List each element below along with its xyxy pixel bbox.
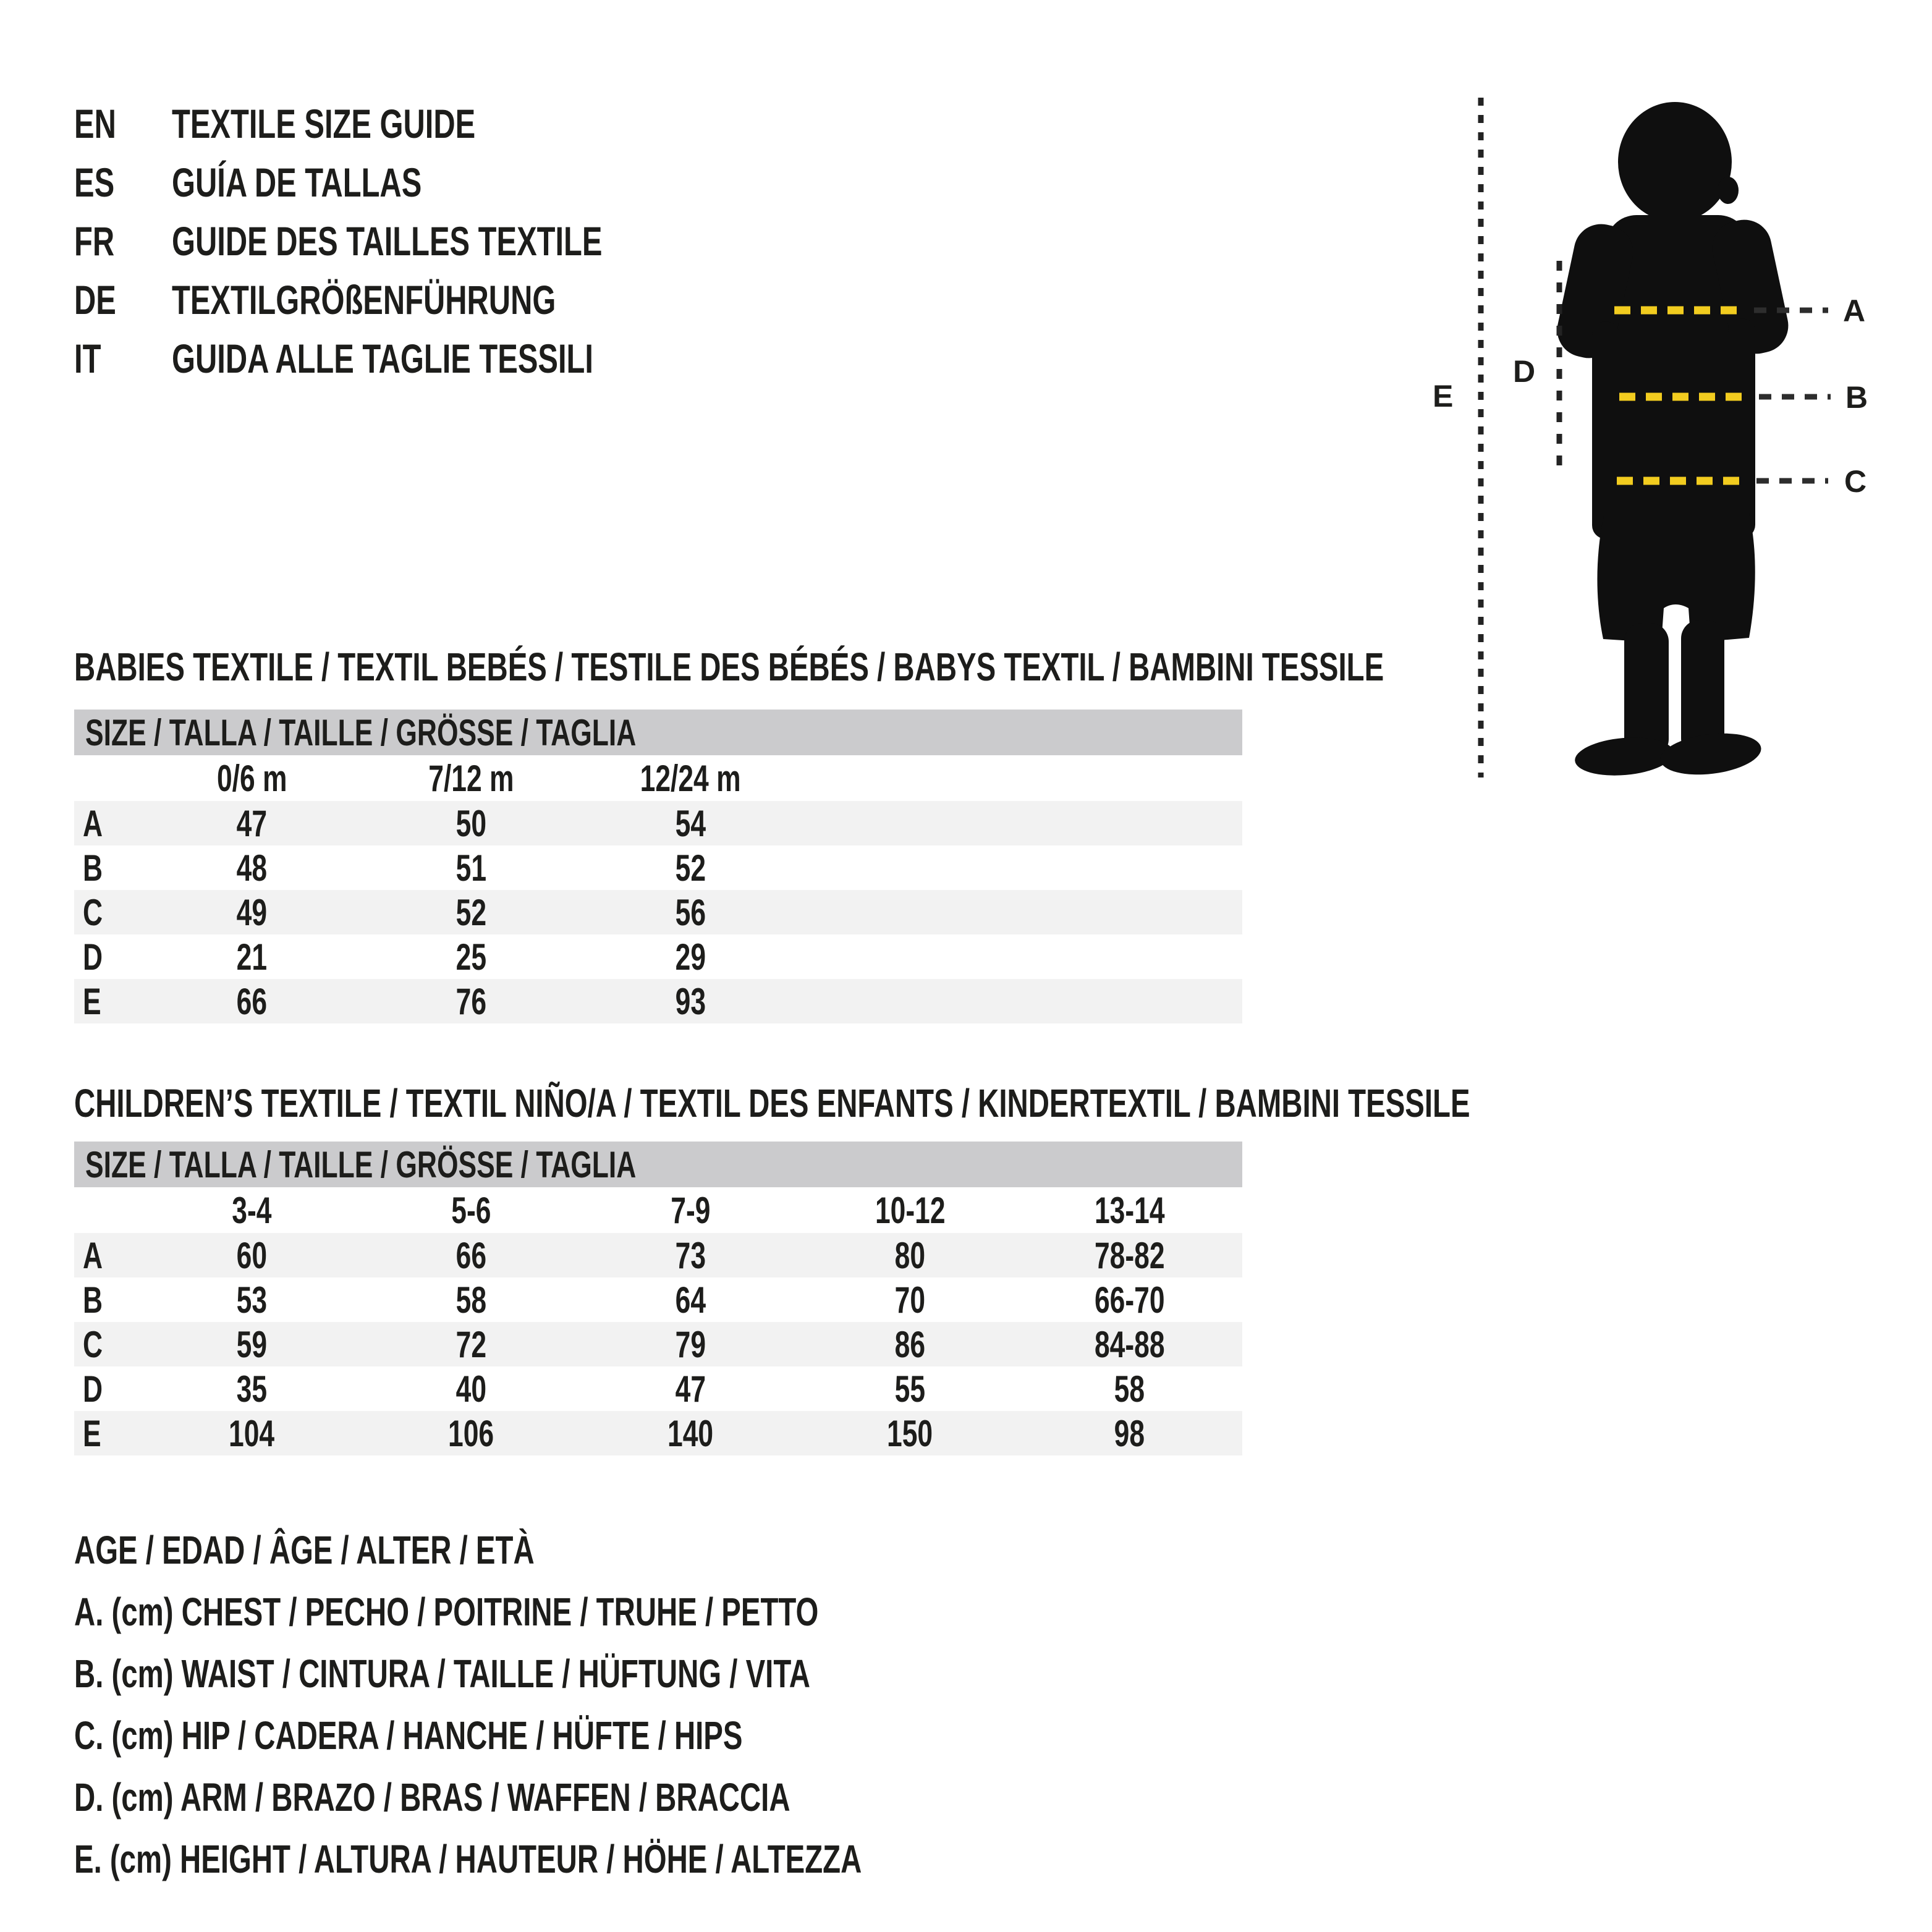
row-label: A	[83, 1234, 103, 1276]
table-row	[74, 1277, 1242, 1322]
size-value: 66	[455, 1234, 487, 1276]
guide-title-de: TEXTILGRÖßENFÜHRUNG	[172, 276, 556, 323]
size-value: 98	[1114, 1412, 1145, 1454]
size-value: 104	[229, 1412, 275, 1454]
language-row-de	[74, 270, 753, 329]
guide-title-fr: GUIDE DES TAILLES TEXTILE	[172, 218, 603, 264]
children-size-header-bar: SIZE / TALLA / TAILLE / GRÖSSE / TAGLIA	[74, 1142, 1242, 1187]
legend-line-hip: C. (cm) HIP / CADERA / HANCHE / HÜFTE / HIPS	[74, 1713, 743, 1758]
size-value: 78-82	[1094, 1234, 1165, 1276]
column-header: 13-14	[1094, 1189, 1165, 1231]
language-code: IT	[74, 335, 101, 381]
size-value: 70	[894, 1279, 926, 1321]
size-value: 29	[675, 936, 706, 978]
size-value: 40	[455, 1368, 487, 1410]
language-code: ES	[74, 159, 115, 205]
legend-line-age: AGE / EDAD / ÂGE / ALTER / ETÀ	[74, 1528, 535, 1572]
size-value: 86	[894, 1323, 926, 1365]
measure-label-d: D	[1513, 354, 1536, 389]
size-value: 66-70	[1094, 1279, 1165, 1321]
size-value: 80	[894, 1234, 926, 1276]
size-value: 47	[675, 1368, 706, 1410]
babies-column-header-row	[74, 755, 1242, 801]
column-header: 5-6	[451, 1189, 491, 1231]
language-row-fr	[74, 211, 753, 270]
babies-section-title: BABIES TEXTILE / TEXTIL BEBÉS / TESTILE DES BÉBÉS / BABYS TEXTIL / BAMBINI TESSILE	[74, 645, 1384, 689]
table-row	[74, 1233, 1242, 1277]
language-code: DE	[74, 276, 116, 323]
row-label: D	[83, 1368, 103, 1410]
size-value: 58	[1114, 1368, 1145, 1410]
table-row	[74, 979, 1242, 1023]
language-code: FR	[74, 218, 115, 264]
measurement-legend	[74, 1519, 1138, 1890]
size-value: 53	[236, 1279, 268, 1321]
table-row	[74, 1411, 1242, 1455]
size-value: 35	[236, 1368, 268, 1410]
column-header: 3-4	[232, 1189, 272, 1231]
children-column-header-row	[74, 1187, 1242, 1233]
column-header: 12/24 m	[640, 757, 741, 799]
size-value: 93	[675, 980, 706, 1022]
size-value: 64	[675, 1279, 706, 1321]
column-header: 10-12	[875, 1189, 946, 1231]
row-label: A	[83, 802, 103, 844]
legend-line-chest: A. (cm) CHEST / PECHO / POITRINE / TRUHE / PETTO	[74, 1590, 819, 1634]
table-row	[74, 801, 1242, 845]
size-value: 106	[448, 1412, 494, 1454]
table-row	[74, 1366, 1242, 1411]
row-label: D	[83, 936, 103, 978]
size-value: 52	[455, 891, 487, 933]
size-value: 47	[236, 802, 268, 844]
guide-title-en: TEXTILE SIZE GUIDE	[172, 100, 476, 146]
babies-size-table	[74, 710, 1242, 1023]
legend-line-waist: B. (cm) WAIST / CINTURA / TAILLE / HÜFTUNG / VITA	[74, 1651, 810, 1696]
table-row	[74, 890, 1242, 934]
column-header: 7/12 m	[428, 757, 514, 799]
table-row	[74, 845, 1242, 890]
size-value: 49	[236, 891, 268, 933]
column-header: 7-9	[671, 1189, 711, 1231]
table-row	[74, 1322, 1242, 1366]
size-value: 60	[236, 1234, 268, 1276]
size-value: 66	[236, 980, 268, 1022]
size-value: 25	[455, 936, 487, 978]
guide-title-es: GUÍA DE TALLAS	[172, 159, 422, 205]
language-row-es	[74, 153, 753, 211]
size-value: 50	[455, 802, 487, 844]
table-row	[74, 934, 1242, 979]
measure-label-b: B	[1845, 380, 1868, 415]
size-value: 52	[675, 847, 706, 889]
language-row-en	[74, 94, 753, 153]
column-header: 0/6 m	[216, 757, 287, 799]
size-value: 54	[675, 802, 706, 844]
size-value: 51	[455, 847, 487, 889]
measure-label-e: E	[1433, 379, 1454, 413]
size-value: 21	[236, 936, 268, 978]
size-value: 56	[675, 891, 706, 933]
language-title-list	[74, 94, 753, 388]
size-value: 72	[455, 1323, 487, 1365]
language-code: EN	[74, 100, 116, 146]
children-section-title: CHILDREN’S TEXTILE / TEXTIL NIÑO/A / TEXTIL DES ENFANTS / KINDERTEXTIL / BAMBINI TESSILE	[74, 1081, 1470, 1125]
row-label: B	[83, 847, 103, 889]
measure-label-c: C	[1844, 464, 1867, 499]
language-row-it	[74, 329, 753, 388]
row-label: C	[83, 891, 103, 933]
size-value: 76	[455, 980, 487, 1022]
guide-title-it: GUIDA ALLE TAGLIE TESSILI	[172, 335, 593, 381]
size-value: 58	[455, 1279, 487, 1321]
measure-label-a: A	[1843, 294, 1866, 328]
size-value: 48	[236, 847, 268, 889]
size-value: 150	[887, 1412, 933, 1454]
size-value: 73	[675, 1234, 706, 1276]
row-label: E	[83, 1412, 101, 1454]
babies-size-header-bar: SIZE / TALLA / TAILLE / GRÖSSE / TAGLIA	[74, 710, 1242, 755]
size-value: 140	[667, 1412, 714, 1454]
row-label: B	[83, 1279, 103, 1321]
size-value: 79	[675, 1323, 706, 1365]
row-label: C	[83, 1323, 103, 1365]
legend-line-height: E. (cm) HEIGHT / ALTURA / HAUTEUR / HÖHE / ALTEZZA	[74, 1837, 862, 1881]
children-size-table	[74, 1142, 1242, 1455]
size-value: 84-88	[1094, 1323, 1165, 1365]
row-label: E	[83, 980, 101, 1022]
size-value: 59	[236, 1323, 268, 1365]
legend-line-arm: D. (cm) ARM / BRAZO / BRAS / WAFFEN / BRACCIA	[74, 1775, 790, 1820]
size-value: 55	[894, 1368, 926, 1410]
